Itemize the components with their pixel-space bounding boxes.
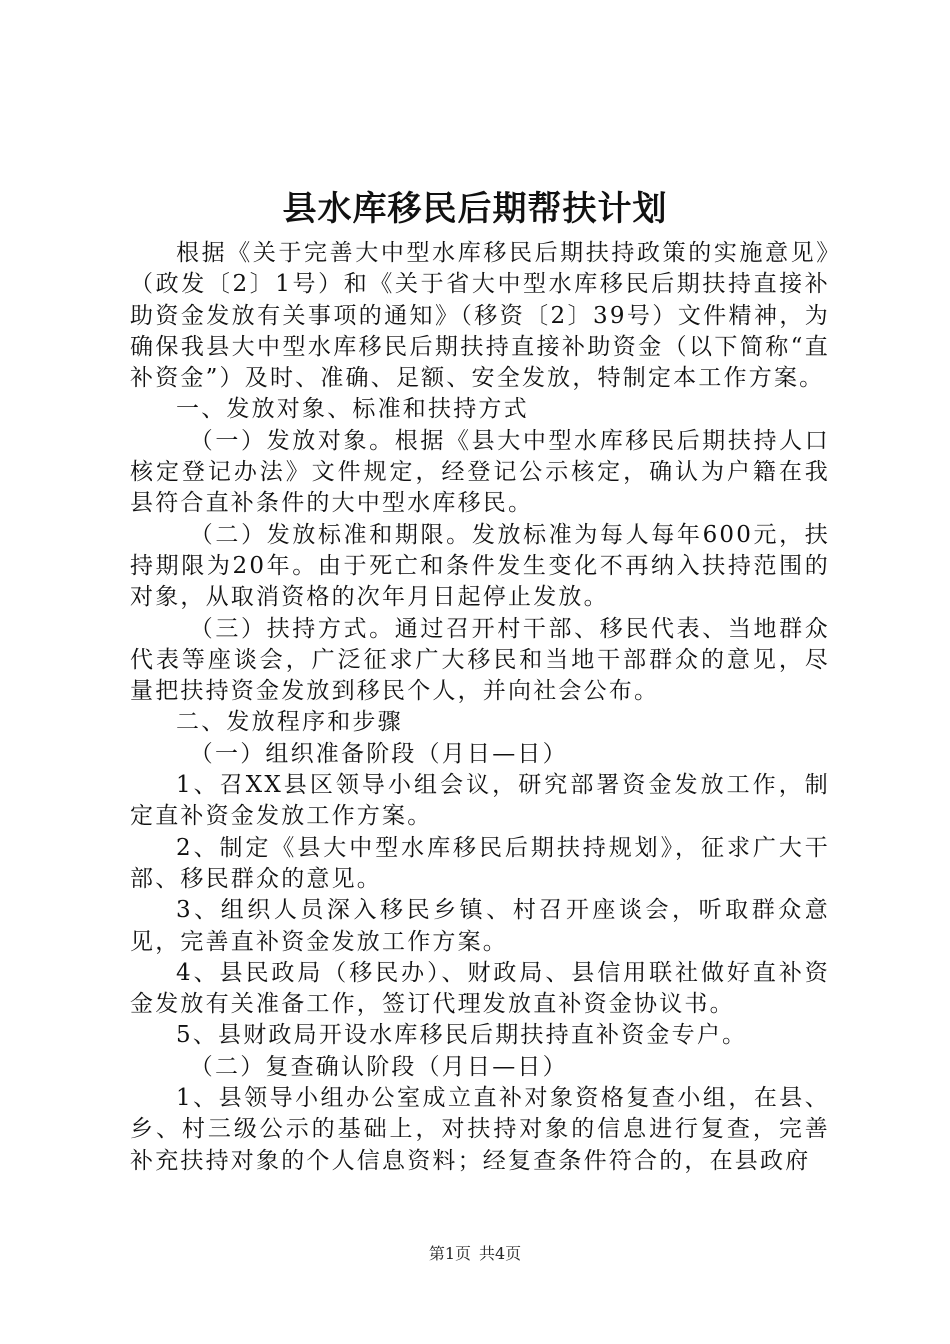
paragraph-item: 5、县财政局开设水库移民后期扶持直补资金专户。	[176, 1022, 748, 1049]
paragraph-item: 4、县民政局（移民办）、财政局、县信用联社做好直补资金发放有关准备工作，签订代理发放直补资金协议书。	[130, 959, 830, 1018]
document-body	[130, 238, 830, 1177]
paragraph-item: 1、县领导小组办公室成立直补对象资格复查小组，在县、乡、村三级公示的基础上，对扶持对象的信息进行复查，完善补充扶持对象的个人信息资料；经复查条件符合的，在县政府	[130, 1085, 830, 1174]
subsection-heading: （一）组织准备阶段（月日—日）	[189, 740, 568, 767]
paragraph-intro: 根据《关于完善大中型水库移民后期扶持政策的实施意见》（政发〔2〕1号）和《关于省大中型水库移民后期扶持直接补助资金发放有关事项的通知》（移资〔2〕39号）文件精神，为确保我县大中型水库移民后期扶持直接补助资金（以下简称“直补资金”）及时、准确、足额、安全发放，特制定本工作方案。	[130, 240, 830, 392]
paragraph-item: 2、制定《县大中型水库移民后期扶持规划》，征求广大干部、移民群众的意见。	[130, 834, 830, 892]
subsection-heading: （二）复查确认阶段（月日—日）	[189, 1053, 568, 1080]
page-total: 共4页	[479, 1244, 522, 1263]
document-title: 县水库移民后期帮扶计划	[282, 189, 668, 229]
paragraph-item: 1、召XX县区领导小组会议，研究部署资金发放工作，制定直补资金发放工作方案。	[130, 772, 830, 830]
paragraph-item: （三）扶持方式。通过召开村干部、移民代表、当地群众代表等座谈会，广泛征求广大移民和当地干部群众的意见，尽量把扶持资金发放到移民个人，并向社会公布。	[130, 615, 830, 705]
page-number: 第1页	[428, 1244, 471, 1263]
section-heading-1: 一、发放对象、标准和扶持方式	[176, 396, 529, 423]
paragraph-item: 3、组织人员深入移民乡镇、村召开座谈会，听取群众意见，完善直补资金发放工作方案。	[130, 897, 830, 955]
paragraph-item: （二）发放标准和期限。发放标准为每人每年600元，扶持期限为20年。由于死亡和条件发生变化不再纳入扶持范围的对象，从取消资格的次年月日起停止发放。	[130, 521, 830, 611]
page-footer	[0, 1243, 950, 1265]
paragraph-item: （一）发放对象。根据《县大中型水库移民后期扶持人口核定登记办法》文件规定，经登记公示核定，确认为户籍在我县符合直补条件的大中型水库移民。	[130, 427, 830, 517]
section-heading-2: 二、发放程序和步骤	[176, 709, 403, 736]
